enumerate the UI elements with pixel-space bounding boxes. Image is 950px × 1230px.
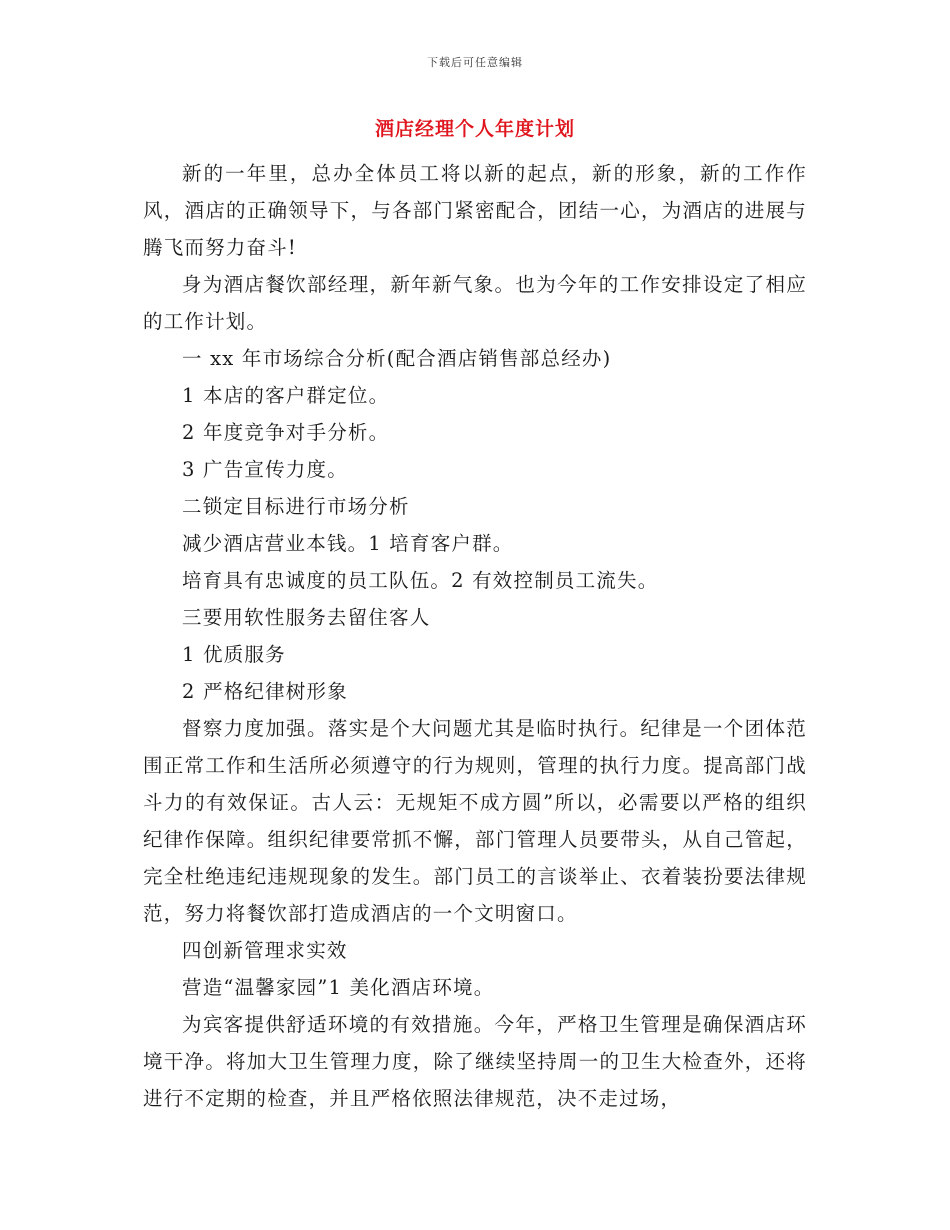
list-item: 2 严格纪律树形象 [182, 680, 348, 703]
list-item: 3 广告宣传力度。 [182, 458, 348, 481]
section-heading: 二锁定目标进行市场分析 [182, 495, 410, 518]
paragraph: 营造“温馨家园”1 美化酒店环境。 [182, 976, 495, 999]
list-item: 1 优质服务 [182, 643, 286, 666]
paragraph: 身为酒店餐饮部经理，新年新气象。也为今年的工作安排设定了相应的工作计划。 [143, 273, 807, 333]
paragraph: 为宾客提供舒适环境的有效措施。今年，严格卫生管理是确保酒店环境干净。将加大卫生管理力度，除了继续坚持周一的卫生大检查外，还将进行不定期的检查，并且严格依照法律规范，决不走过场， [143, 1013, 807, 1110]
paragraph: 培育具有忠诚度的员工队伍。2 有效控制员工流失。 [182, 569, 659, 592]
document-title: 酒店经理个人年度计划 [374, 118, 575, 140]
paragraph: 督察力度加强。落实是个大问题尤其是临时执行。纪律是一个团体范围正常工作和生活所必须遵守的行为规则，管理的执行力度。提高部门战斗力的有效保证。古人云：无规矩不成方圆”所以，必需要以严格的组织纪律作保障。组织纪律要常抓不懈，部门管理人员要带头，从自己管起，完全杜绝违纪违规现象的发生。部门员工的言谈举止、衣着装扮要法律规范，努力将餐饮部打造成酒店的一个文明窗口。 [143, 717, 807, 925]
paragraph: 减少酒店营业本钱。1 培育客户群。 [182, 532, 514, 555]
list-item: 2 年度竞争对手分析。 [182, 421, 390, 444]
list-item: 1 本店的客户群定位。 [182, 384, 390, 407]
section-heading: 三要用软性服务去留住客人 [182, 606, 431, 629]
document-body [143, 155, 807, 1117]
header-note: 下载后可任意编辑 [427, 56, 523, 69]
section-heading: 四创新管理求实效 [182, 939, 348, 962]
section-heading: 一 xx 年市场综合分析(配合酒店销售部总经办) [182, 347, 612, 370]
paragraph: 新的一年里，总办全体员工将以新的起点，新的形象，新的工作作风，酒店的正确领导下，与各部门紧密配合，团结一心，为酒店的进展与腾飞而努力奋斗! [143, 162, 807, 259]
